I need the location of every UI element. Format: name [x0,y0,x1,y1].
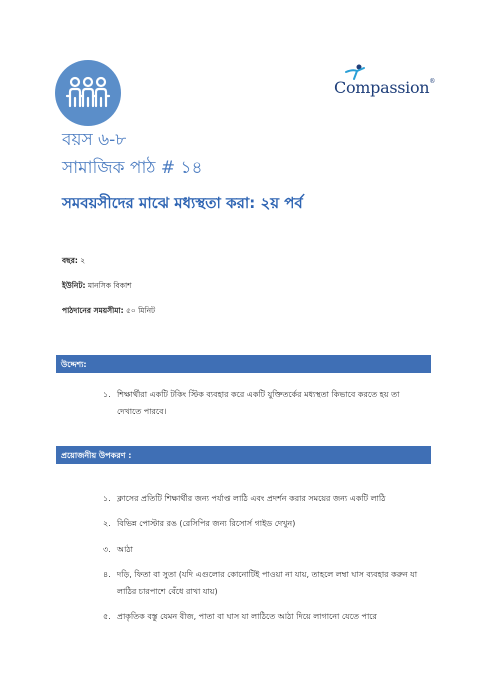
page-title: সমবয়সীদের মাঝে মধ্যস্থতা করা: ২য় পর্ব [62,194,303,212]
list-number: ৩. [103,545,111,554]
list-number: ৪. [103,570,111,579]
list-number: ১. [103,390,111,399]
list-text: ক্লাসের প্রতিটি শিক্ষার্থীর জন্য পর্যাপ্ত লাঠি এবং প্রদর্শন করার সময়ের জন্য একটি লাঠি [117,494,386,503]
list-text: বিভিন্ন পোস্টার রঙ (রেসিপির জন্য রিসোর্স গাইড দেখুন) [117,519,296,528]
materials-heading: প্রয়োজনীয় উপকরণ : [56,446,431,464]
list-item [103,490,423,507]
list-item [103,566,423,600]
meta-duration: পাঠদানের সময়সীমা: ৫০ মিনিট [62,306,156,315]
list-number: ৫. [103,612,111,621]
list-number: ১. [103,494,111,503]
list-number: ২. [103,519,111,528]
list-text: দড়ি, ফিতা বা সুতা (যদি এগুলোর কোনোটিই পাওয়া না যায়, তাহলে লম্বা ঘাস ব্যবহার করুন যা লাঠির চারপাশে বেঁধে রাখা যায়) [117,570,418,596]
list-text: প্রাকৃতিক বস্তু যেমন বীজ, পাতা বা ঘাস যা লাঠিতে আঠা দিয়ে লাগানো যেতে পারে [117,612,377,621]
children-group-icon [55,60,121,126]
list-item [103,608,423,625]
list-item [103,515,423,532]
brand-name: Compassion® [334,78,436,97]
lesson-number: সামাজিক পাঠ # ১৪ [62,158,203,178]
meta-unit: ইউনিট: মানসিক বিকাশ [62,281,132,290]
list-item [103,386,423,420]
compassion-logo [334,64,444,104]
age-range: বয়স ৬-৮ [62,130,127,150]
list-text: আঠা [117,545,133,554]
meta-year: বছর: ২ [62,256,86,265]
objectives-heading: উদ্দেশ্য: [56,355,431,373]
list-text: শিক্ষার্থীরা একটি টকিং স্টিক ব্যবহার করে একটি যুক্তিতর্কের মধ্যস্থতা কিভাবে করতে হয় তা দেখাতে পারবে। [117,390,400,416]
list-item [103,541,423,558]
